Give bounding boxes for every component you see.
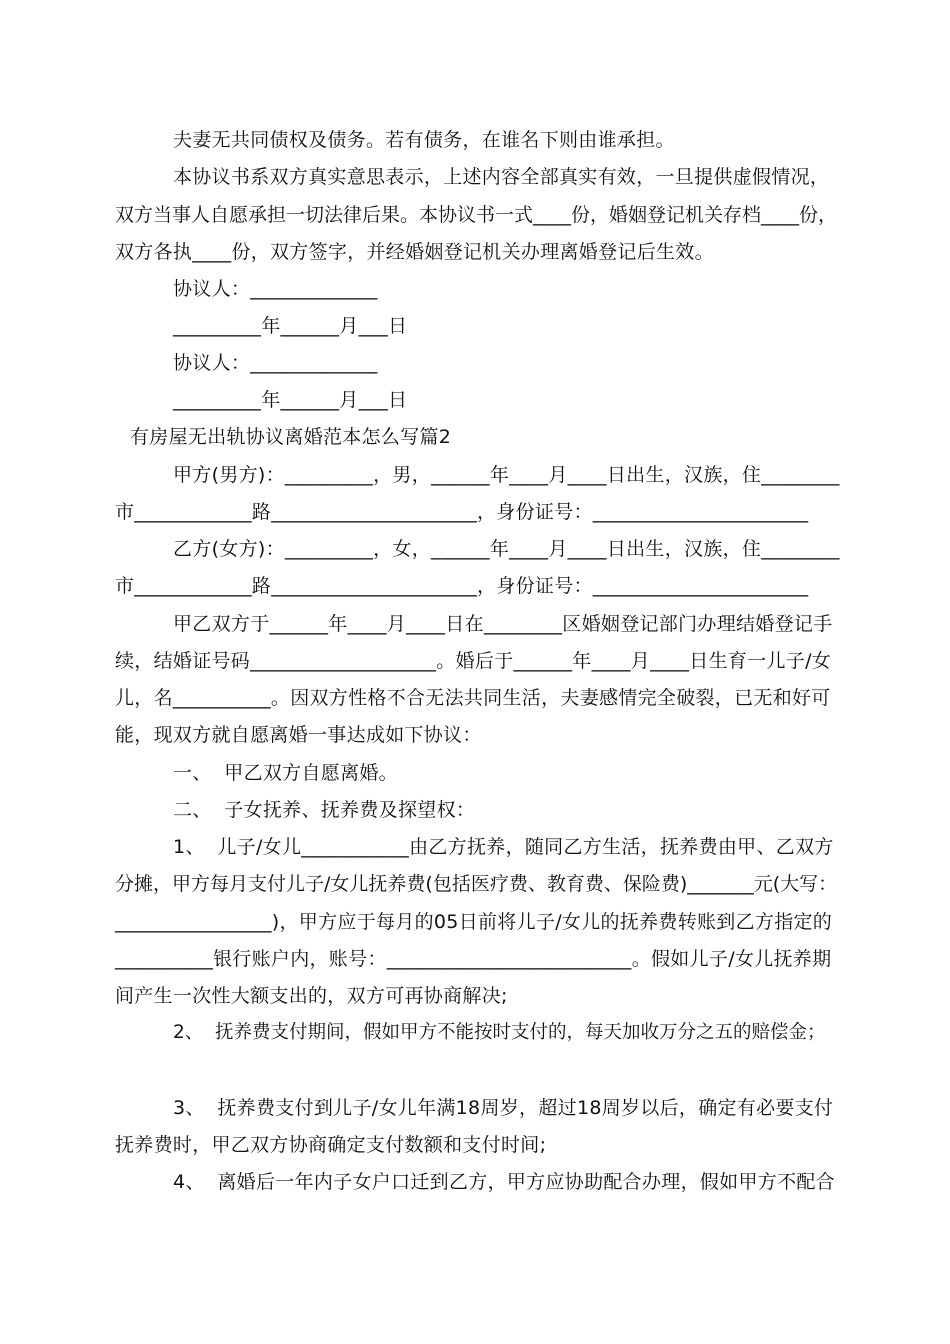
paragraph-line: 1、 儿子/女儿___________由乙方抚养，随同乙方生活，抚养费由甲、乙双方 — [173, 836, 834, 858]
paragraph-line: 2、 抚养费支付期间，假如甲方不能按时支付的，每天加收万分之五的赔偿金； — [173, 1022, 826, 1043]
paragraph-line: 3、 抚养费支付到儿子/女儿年满18周岁，超过18周岁以后，确定有必要支付 — [173, 1097, 834, 1119]
paragraph-line: 市____________路_____________________，身份证号：______________________ — [115, 575, 809, 597]
paragraph-line: 能，现双方就自愿离婚一事达成如下协议： — [115, 724, 482, 746]
paragraph-line: 甲乙双方于______年____月____日在________区婚姻登记部门办理结婚登记手 — [173, 613, 833, 635]
paragraph-line: 本协议书系双方真实意思表示，上述内容全部真实有效，一旦提供虚假情况， — [173, 166, 830, 188]
paragraph-line: 间产生一次性大额支出的，双方可再协商解决; — [115, 985, 508, 1007]
paragraph-line: 分摊，甲方每月支付儿子/女儿抚养费(包括医疗费、教育费、保险费)_______元(大写： — [115, 873, 838, 895]
paragraph-line: ________________)，甲方应于每月的05日前将儿子/女儿的抚养费转账到乙方指定的 — [115, 911, 833, 933]
paragraph-line: 甲方(男方)：_________，男，______年____月____日出生，汉族，住________ — [173, 464, 840, 486]
signature-line: 协议人：_____________ — [173, 278, 378, 300]
paragraph-line: 双方当事人自愿承担一切法律后果。本协议书一式____份，婚姻登记机关存档____份， — [115, 204, 838, 226]
paragraph-line: 双方各执____份，双方签字，并经婚姻登记机关办理离婚登记后生效。 — [115, 241, 714, 263]
section-title: 有房屋无出轨协议离婚范本怎么写篇2 — [130, 426, 452, 448]
paragraph-line: 乙方(女方)：_________，女，______年____月____日出生，汉族，住________ — [173, 538, 840, 560]
paragraph-line: 儿，名__________。因双方性格不合无法共同生活，夫妻感情完全破裂，已无和好可 — [115, 687, 831, 709]
paragraph-line: 4、 离婚后一年内子女户口迁到乙方，甲方应协助配合办理，假如甲方不配合 — [173, 1171, 835, 1193]
clause-heading: 二、 子女抚养、抚养费及探望权： — [173, 799, 476, 821]
signature-line: 协议人：_____________ — [173, 352, 378, 374]
clause-heading: 一、 甲乙双方自愿离婚。 — [173, 762, 398, 784]
paragraph-line: 抚养费时，甲乙双方协商确定支付数额和支付时间; — [115, 1134, 547, 1156]
paragraph-line: 夫妻无共同债权及债务。若有债务，在谁名下则由谁承担。 — [173, 129, 675, 151]
date-line: _________年______月___日 — [173, 389, 408, 411]
paragraph-line: __________银行账户内，账号：_________________________。假如儿子/女儿抚养期 — [115, 948, 832, 970]
date-line: _________年______月___日 — [173, 315, 408, 337]
paragraph-line: 续，结婚证号码___________________。婚后于______年____月____日生育一儿子/女 — [115, 650, 832, 672]
paragraph-line: 市____________路_____________________，身份证号：______________________ — [115, 501, 809, 523]
